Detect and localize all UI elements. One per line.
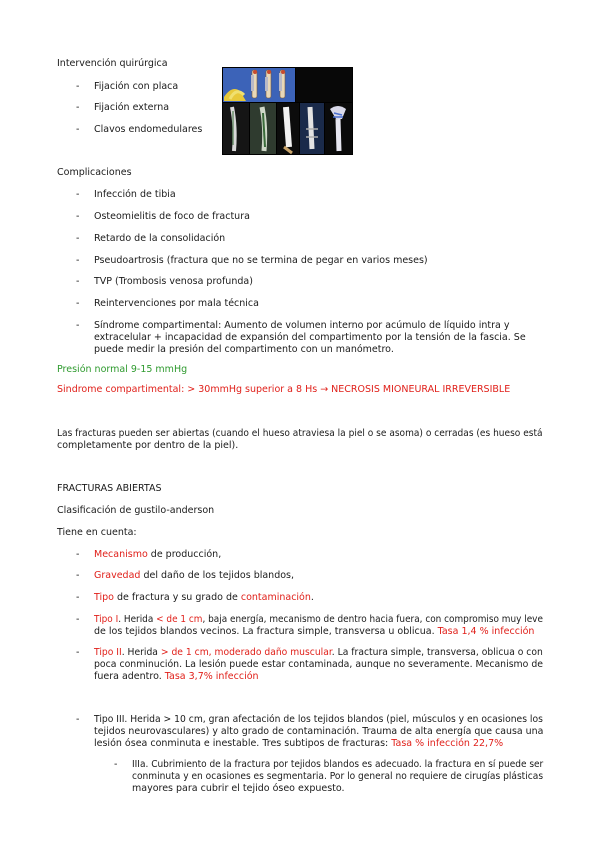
- bullet-dash: -: [76, 189, 80, 200]
- surgery-heading: Intervención quirúrgica: [57, 58, 168, 69]
- bullet-dash: -: [76, 81, 80, 92]
- type-3-line-1: Tipo III. Herida > 10 cm, gran afectación de los tejidos blandos (piel, músculos y en ocasiones los: [94, 714, 543, 725]
- bullet-dash: -: [76, 233, 80, 244]
- type-3a-line-1: IIIa. Cubrimiento de la fractura por tejidos blandos es adecuado. la fractura en sí puede ser: [132, 759, 544, 770]
- type-text: . La fractura simple, transversa, oblicua o con: [331, 647, 543, 658]
- type-3a-line-3: mayores para cubrir el tejido óseo expuesto.: [132, 783, 345, 794]
- bullet-dash: -: [76, 320, 80, 331]
- type-3-line-2: tejidos neurovasculares) y alto grado de contaminación. Trauma de alta energía que causa una: [94, 726, 544, 737]
- compartment-alert: Sindrome compartimental: > 30mmHg superior a 8 Hs → NECROSIS MIONEURAL IRREVERSIBLE: [57, 384, 511, 395]
- list-item: Retardo de la consolidación: [94, 233, 226, 244]
- criterion-text: del daño de los tejidos blandos,: [140, 570, 295, 581]
- compartment-line-1: Síndrome compartimental: Aumento de volumen interno por acúmulo de líquido intra y: [94, 320, 510, 331]
- sub-bullet-dash: -: [114, 759, 118, 770]
- bullet-dash: -: [76, 647, 80, 658]
- type-2-line-1: [94, 647, 543, 658]
- bullet-dash: -: [76, 255, 80, 266]
- fracture-types-line-1: Las fracturas pueden ser abiertas (cuando el hueso atraviesa la piel o se asoma) o cerradas (es hueso está: [57, 428, 543, 439]
- criterion-severity: [94, 570, 294, 581]
- type-2-line-3: [94, 671, 259, 682]
- bullet-dash: -: [76, 592, 80, 603]
- open-fractures-heading: FRACTURAS ABIERTAS: [57, 483, 162, 494]
- list-item: Infección de tibia: [94, 189, 176, 200]
- type-2-line-2: poca conminución. La lesión puede estar contaminada, aunque no severamente. Mecanismo de: [94, 659, 543, 670]
- infection-rate: Tasa 1,4 % infección: [437, 626, 535, 637]
- fixation-xray-collage: [222, 67, 353, 155]
- type-1-line-2: [94, 626, 534, 637]
- type-3-line-3: [94, 738, 503, 749]
- type-highlight: > de 1 cm, moderado daño muscular: [160, 647, 332, 658]
- criterion-keyword: Gravedad: [94, 570, 141, 581]
- type-text: . Herida: [121, 647, 161, 658]
- infection-rate: Tasa 3,7% infección: [164, 671, 259, 682]
- criterion-keyword: Mecanismo: [94, 549, 148, 560]
- type-text: , baja energía, mecanismo de dentro hacia fuera, con compromiso muy leve: [202, 614, 543, 625]
- list-item: Fijación con placa: [94, 81, 179, 92]
- type-3a-line-2: conminuta y en ocasiones es segmentaria. Por lo general no requiere de cirugías plásticas: [132, 771, 544, 782]
- type-1-line-1: [94, 614, 543, 625]
- bullet-dash: -: [76, 549, 80, 560]
- list-item: TVP (Trombosis venosa profunda): [94, 276, 253, 287]
- bullet-dash: -: [76, 211, 80, 222]
- bullet-dash: -: [76, 614, 80, 625]
- infection-rate: Tasa % infección 22,7%: [391, 738, 504, 749]
- considers-label: Tiene en cuenta:: [57, 527, 137, 538]
- bullet-dash: -: [76, 570, 80, 581]
- bullet-dash: -: [76, 124, 80, 135]
- bullet-dash: -: [76, 298, 80, 309]
- list-item: Pseudoartrosis (fractura que no se termina de pegar en varios meses): [94, 255, 428, 266]
- bullet-dash: -: [76, 276, 80, 287]
- compartment-line-3: puede medir la presión del compartimento con un manómetro.: [94, 344, 394, 355]
- normal-pressure: Presión normal 9-15 mmHg: [57, 364, 188, 375]
- criterion-keyword: Tipo: [94, 592, 114, 603]
- criterion-text: de producción,: [147, 549, 222, 560]
- type-text: fuera adentro.: [94, 671, 165, 682]
- compartment-line-2: extracelular + incapacidad de expansión del compartimento por la tensión de la fascia. Se: [94, 332, 526, 343]
- criterion-text: .: [310, 592, 314, 603]
- list-item: Reintervenciones por mala técnica: [94, 298, 259, 309]
- list-item: Osteomielitis de foco de fractura: [94, 211, 250, 222]
- type-label: Tipo II: [94, 647, 122, 658]
- criterion-keyword: contaminación: [240, 592, 311, 603]
- type-text: de los tejidos blandos vecinos. La fractura simple, transversa u oblicua.: [94, 626, 438, 637]
- classification-title: Clasificación de gustilo-anderson: [57, 505, 215, 516]
- fixation-illustration: [222, 67, 353, 155]
- list-item: Fijación externa: [94, 102, 170, 113]
- complications-heading: Complicaciones: [57, 167, 132, 178]
- type-label: Tipo I: [94, 614, 119, 625]
- bullet-dash: -: [76, 102, 80, 113]
- type-text: . Herida: [118, 614, 157, 625]
- fracture-types-line-2: completamente por dentro de la piel).: [57, 440, 239, 451]
- type-highlight: < de 1 cm: [156, 614, 203, 625]
- criterion-mechanism: [94, 549, 221, 560]
- criterion-type: [94, 592, 314, 603]
- bullet-dash: -: [76, 714, 80, 725]
- list-item: Clavos endomedulares: [94, 124, 203, 135]
- criterion-text: de fractura y su grado de: [114, 592, 241, 603]
- type-text: lesión ósea conminuta e inestable. Tres subtipos de fracturas:: [94, 738, 392, 749]
